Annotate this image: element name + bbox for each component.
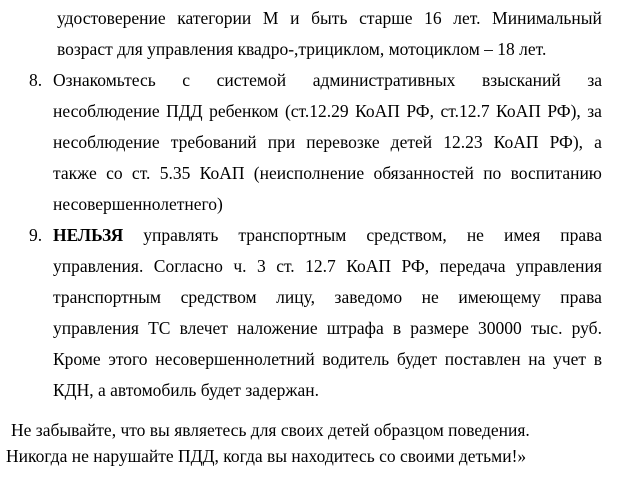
word: РФ, bbox=[401, 256, 430, 276]
word: средством bbox=[180, 287, 257, 307]
word: перевозке bbox=[306, 132, 380, 152]
item-9-line-1 bbox=[53, 225, 602, 245]
word: ч. bbox=[233, 256, 247, 276]
word: управления bbox=[53, 318, 139, 338]
word: административных bbox=[312, 70, 456, 90]
word: влечет bbox=[179, 318, 228, 338]
word: ребенком bbox=[209, 101, 279, 121]
word: права bbox=[560, 287, 602, 307]
item-9-line-3 bbox=[53, 287, 602, 307]
word: ПДД bbox=[166, 101, 203, 121]
word: за bbox=[587, 101, 602, 121]
word: РФ, bbox=[406, 101, 435, 121]
word: управления bbox=[516, 256, 602, 276]
closing-line-1: Не забывайте, что вы являетесь для своих детей образцом поведения. bbox=[11, 420, 530, 440]
word: КоАП bbox=[496, 101, 541, 121]
word: категории bbox=[177, 8, 252, 28]
word: КоАП bbox=[199, 163, 245, 183]
word: лицу, bbox=[276, 287, 315, 307]
word: КоАП bbox=[355, 101, 400, 121]
word: Кроме bbox=[53, 349, 101, 369]
word: не bbox=[466, 225, 484, 245]
word: имеющему bbox=[458, 287, 541, 307]
word: за bbox=[587, 70, 602, 90]
word: РФ), bbox=[547, 101, 581, 121]
word: управлять bbox=[143, 225, 219, 245]
word: взысканий bbox=[481, 70, 561, 90]
word: РФ), bbox=[549, 132, 584, 152]
word: заведомо bbox=[334, 287, 403, 307]
word: имея bbox=[503, 225, 541, 245]
word: (неисполнение bbox=[253, 163, 365, 183]
word: а bbox=[594, 132, 602, 152]
word: поставлен bbox=[444, 349, 521, 369]
word: обязанностей bbox=[373, 163, 474, 183]
word: наложение bbox=[237, 318, 318, 338]
item-9-line-4 bbox=[53, 318, 602, 338]
item-8-line-5: несовершеннолетнего) bbox=[53, 194, 223, 214]
item-9-line-2 bbox=[53, 256, 602, 276]
word: 30000 bbox=[478, 318, 522, 338]
word: не bbox=[421, 287, 439, 307]
word: передача bbox=[439, 256, 506, 276]
word: также bbox=[53, 163, 97, 183]
word: несовершеннолетний bbox=[155, 349, 315, 369]
word: воспитанию bbox=[510, 163, 602, 183]
list-number-9: 9. bbox=[29, 225, 43, 245]
word: ст.12.7 bbox=[440, 101, 490, 121]
word: транспортным bbox=[53, 287, 161, 307]
item-9-line-5 bbox=[53, 349, 602, 369]
word: 12.7 bbox=[305, 256, 336, 276]
list-number-8: 8. bbox=[29, 70, 43, 90]
intro-line-1 bbox=[57, 8, 602, 28]
word: в bbox=[593, 349, 602, 369]
word: НЕЛЬЗЯ bbox=[53, 225, 124, 245]
word: водитель bbox=[322, 349, 390, 369]
word: М bbox=[262, 8, 279, 28]
word: управления. bbox=[53, 256, 144, 276]
word: транспортным bbox=[238, 225, 347, 245]
word: удостоверение bbox=[57, 8, 166, 28]
item-9-line-6: КДН, а автомобиль будет задержан. bbox=[53, 380, 320, 400]
word: ТС bbox=[148, 318, 171, 338]
word: руб. bbox=[571, 318, 602, 338]
word: 12.23 bbox=[443, 132, 483, 152]
word: при bbox=[267, 132, 296, 152]
word: будет bbox=[396, 349, 438, 369]
word: Ознакомьтесь bbox=[53, 70, 156, 90]
word: системой bbox=[216, 70, 287, 90]
word: с bbox=[182, 70, 191, 90]
closing-line-2: Никогда не нарушайте ПДД, когда вы находитесь со своими детьми!» bbox=[6, 446, 527, 466]
word: требований bbox=[170, 132, 257, 152]
word: лет. bbox=[453, 8, 481, 28]
word: Согласно bbox=[153, 256, 223, 276]
intro-line-2: возраст для управления квадро-,трициклом, мотоциклом – 18 лет. bbox=[57, 39, 547, 59]
word: старше bbox=[359, 8, 413, 28]
word: учет bbox=[553, 349, 587, 369]
word: КоАП bbox=[346, 256, 392, 276]
word: быть bbox=[311, 8, 348, 28]
word: со bbox=[106, 163, 123, 183]
word: в bbox=[392, 318, 402, 338]
word: детей bbox=[390, 132, 433, 152]
word: и bbox=[290, 8, 300, 28]
word: 16 bbox=[424, 8, 442, 28]
word: тыс. bbox=[530, 318, 563, 338]
item-8-line-3 bbox=[53, 132, 602, 152]
item-8-line-2 bbox=[53, 101, 602, 121]
word: ст. bbox=[131, 163, 151, 183]
word: ст. bbox=[276, 256, 295, 276]
item-8-line-4 bbox=[53, 163, 602, 183]
word: 5.35 bbox=[159, 163, 191, 183]
item-8-line-1 bbox=[53, 70, 602, 90]
word: несоблюдение bbox=[53, 101, 160, 121]
word: штрафа bbox=[326, 318, 384, 338]
word: на bbox=[528, 349, 546, 369]
word: КоАП bbox=[493, 132, 539, 152]
word: по bbox=[483, 163, 502, 183]
word: Минимальный bbox=[492, 8, 602, 28]
word: средством, bbox=[366, 225, 447, 245]
word: (ст.12.29 bbox=[284, 101, 349, 121]
word: права bbox=[560, 225, 602, 245]
word: 3 bbox=[256, 256, 266, 276]
word: этого bbox=[108, 349, 148, 369]
word: несоблюдение bbox=[53, 132, 160, 152]
word: размере bbox=[410, 318, 469, 338]
